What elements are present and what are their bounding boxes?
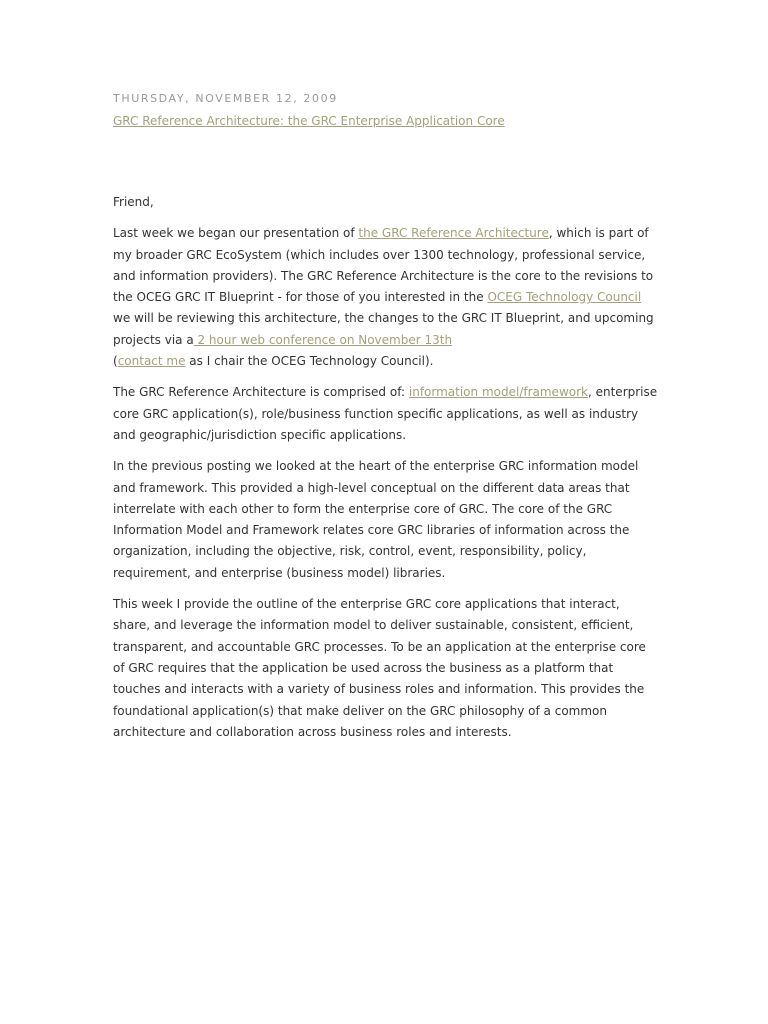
post-title-link[interactable]: GRC Reference Architecture: the GRC Enterprise Application Core [113,114,505,128]
paragraph-1-text-2: , which is part of my broader GRC EcoSystem (which includes over 1300 technology, professional service, and information providers). The GRC Reference Architecture is the core to the revisions to the OCEG GRC IT Blueprint - for those of you interested in the [113,226,654,305]
post-body [113,192,658,743]
web-conference-link[interactable]: 2 hour web conference on November 13th [193,332,453,347]
post-title [113,111,658,131]
contact-me-link[interactable]: contact me [117,354,186,369]
greeting: Friend, [113,195,154,209]
paragraph-2-text-1: The GRC Reference Architecture is comprised of: [113,385,409,400]
paragraph-1-text-3: we will be reviewing this architecture, the changes to the GRC IT Blueprint, and upcoming projects via a [113,311,654,347]
oceg-technology-council-link[interactable]: OCEG Technology Council [487,290,642,305]
blog-post [113,92,658,753]
paragraph-1-text-5: as I chair the OCEG Technology Council). [185,354,434,369]
paragraph-1-text-1: Last week we began our presentation of [113,226,359,241]
grc-reference-architecture-link[interactable]: the GRC Reference Architecture [358,226,549,241]
paragraph-2 [113,382,658,446]
paragraph-2-text-2: , enterprise core GRC application(s), role/business function specific applications, as well as industry and geographic/jurisdiction specific applications. [113,385,658,442]
paragraph-1 [113,223,658,372]
post-date: THURSDAY, NOVEMBER 12, 2009 [113,92,338,105]
paragraph-4: This week I provide the outline of the enterprise GRC core applications that interact, share, and leverage the information model to deliver sustainable, consistent, efficient, transparent, and accountable GRC processes. To be an application at the enterprise core of GRC requires that the application be used across the business as a platform that touches and interacts with a variety of business roles and information. This provides the foundational application(s) that make deliver on the GRC philosophy of a common architecture and collaboration across business roles and interests. [113,597,646,739]
paragraph-1-text-4: ( [113,354,118,369]
paragraph-3: In the previous posting we looked at the heart of the enterprise GRC information model and framework. This provided a high-level conceptual on the different data areas that interrelate with each other to form the enterprise core of GRC. The core of the GRC Information Model and Framework relates core GRC libraries of information across the organization, including the objective, risk, control, event, responsibility, policy, requirement, and enterprise (business model) libraries. [113,459,639,580]
information-model-framework-link[interactable]: information model/framework [408,385,588,400]
